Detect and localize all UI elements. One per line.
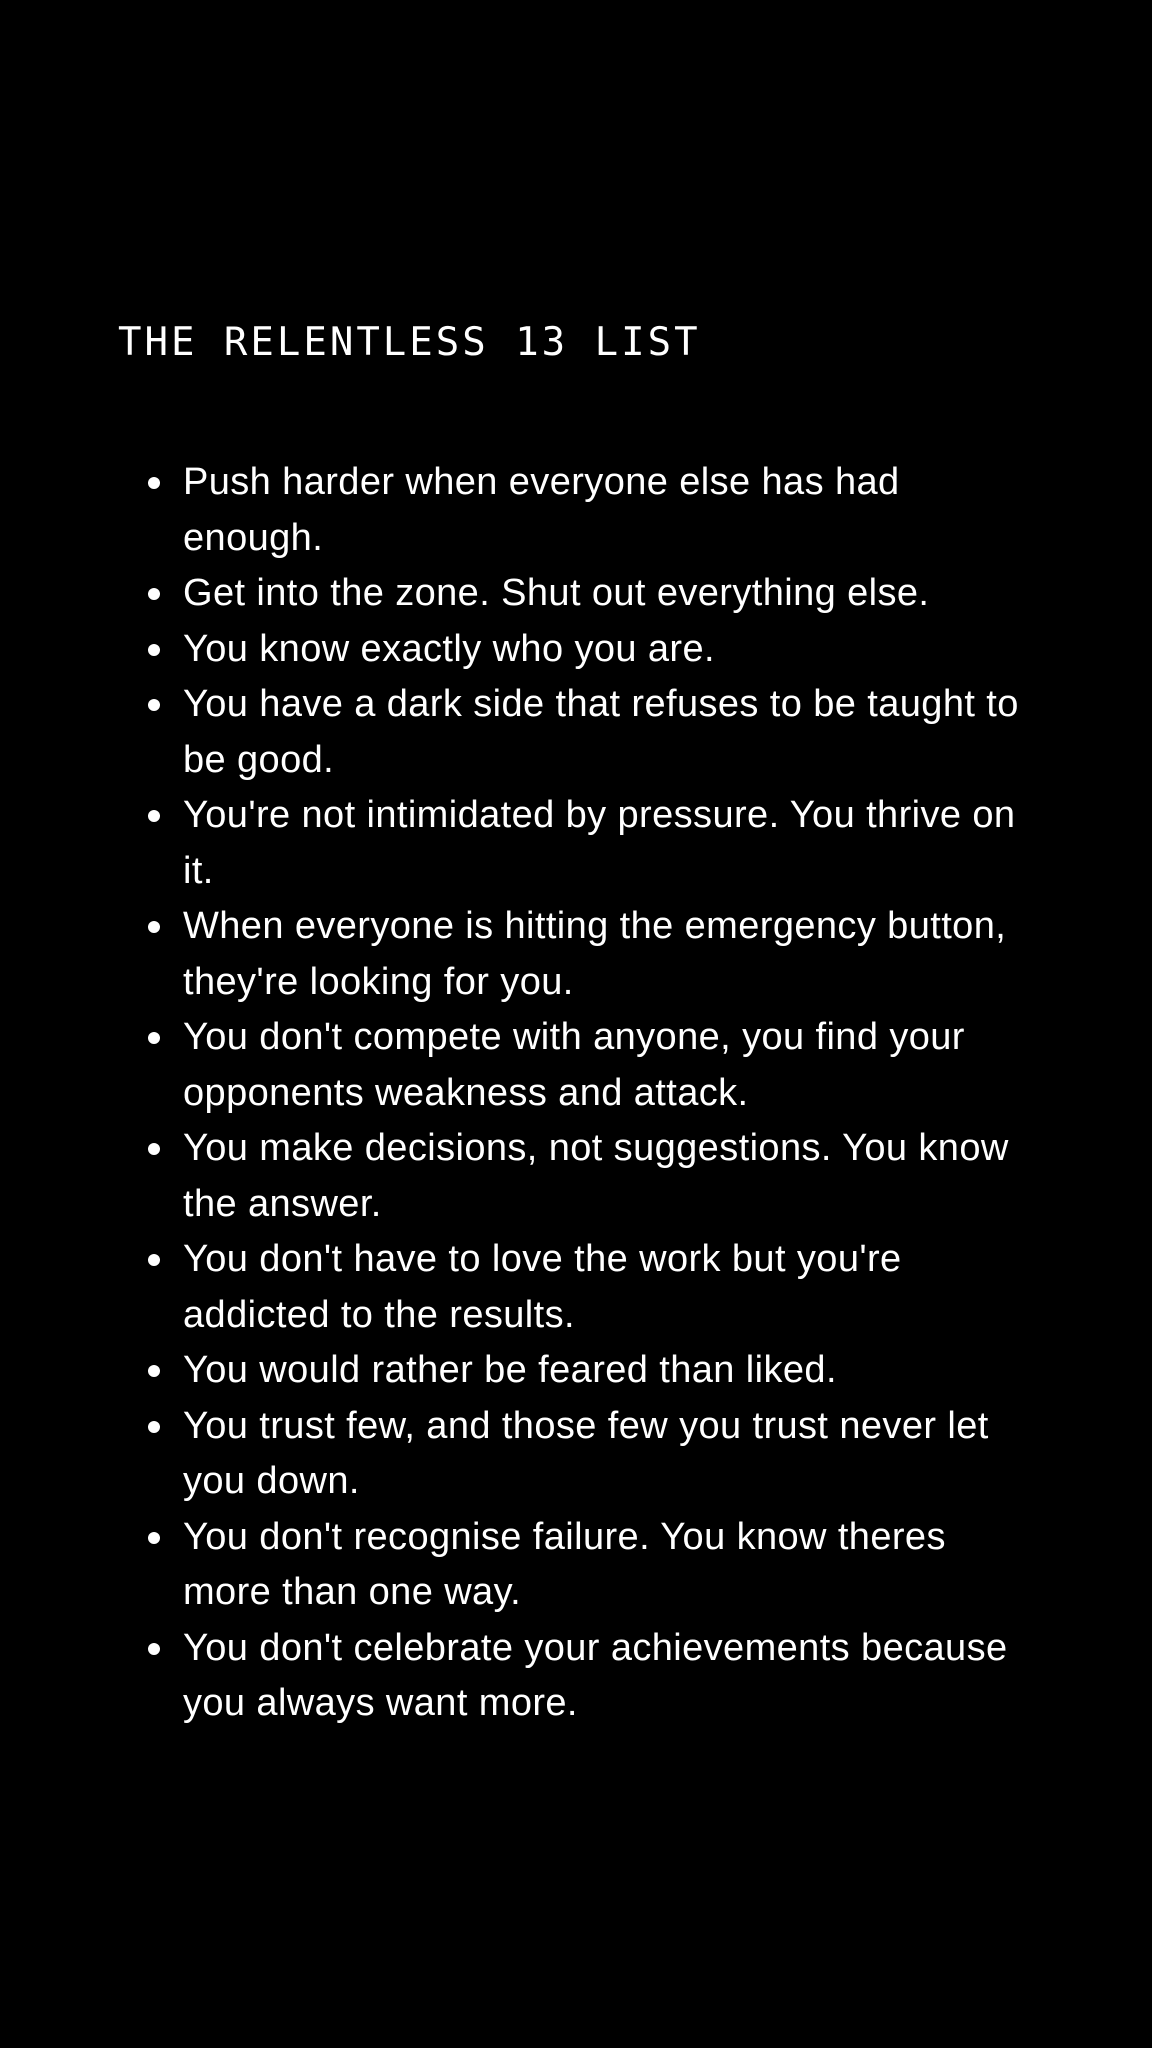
list-item [183, 1343, 1043, 1399]
bullet-icon [148, 1421, 160, 1433]
list-item-text: When everyone is hitting the emergency button, they're looking for you. [183, 905, 1007, 1003]
list-item-text: You would rather be feared than liked. [183, 1349, 837, 1391]
list-item-text: You don't celebrate your achievements because you always want more. [183, 1626, 1008, 1724]
list-item-text: You don't recognise failure. You know theres more than one way. [183, 1515, 946, 1613]
list-item-text: You know exactly who you are. [183, 627, 715, 670]
list-item [183, 899, 1043, 1010]
list-item-text: You don't have to love the work but you're addicted to the results. [183, 1238, 902, 1336]
list-item [183, 1232, 1043, 1343]
list-item [183, 677, 1043, 788]
bullet-icon [148, 699, 160, 711]
bullet-icon [148, 644, 160, 656]
bullet-icon [148, 477, 160, 489]
list-item [183, 788, 1043, 899]
list-item-text: You make decisions, not suggestions. You know the answer. [183, 1127, 1009, 1225]
list-item-text: You trust few, and those few you trust never let you down. [183, 1404, 989, 1502]
bullet-icon [148, 1032, 160, 1044]
list-item [183, 1621, 1043, 1732]
bullet-icon [148, 1365, 160, 1377]
list-item [183, 1510, 1043, 1621]
list-item [183, 1010, 1043, 1121]
bullet-icon [148, 1643, 160, 1655]
list-item [183, 566, 1043, 622]
list-item-text: You have a dark side that refuses to be taught to be good. [183, 683, 1019, 781]
bullet-icon [148, 810, 160, 822]
list-item [183, 622, 1043, 678]
bullet-icon [148, 1254, 160, 1266]
list-item [183, 455, 1043, 566]
bullet-icon [148, 921, 160, 933]
list-item-text: You're not intimidated by pressure. You thrive on it. [183, 794, 1016, 892]
bullet-list [183, 455, 1043, 1732]
list-item-text: Get into the zone. Shut out everything else. [183, 572, 930, 614]
list-item [183, 1121, 1043, 1232]
list-item [183, 1399, 1043, 1510]
bullet-icon [148, 1143, 160, 1155]
bullet-icon [148, 588, 160, 600]
page-title: THE RELENTLESS 13 LIST [118, 320, 701, 365]
list-item-text: Push harder when everyone else has had enough. [183, 461, 900, 559]
bullet-icon [148, 1532, 160, 1544]
list-item-text: You don't compete with anyone, you find your opponents weakness and attack. [183, 1016, 965, 1114]
